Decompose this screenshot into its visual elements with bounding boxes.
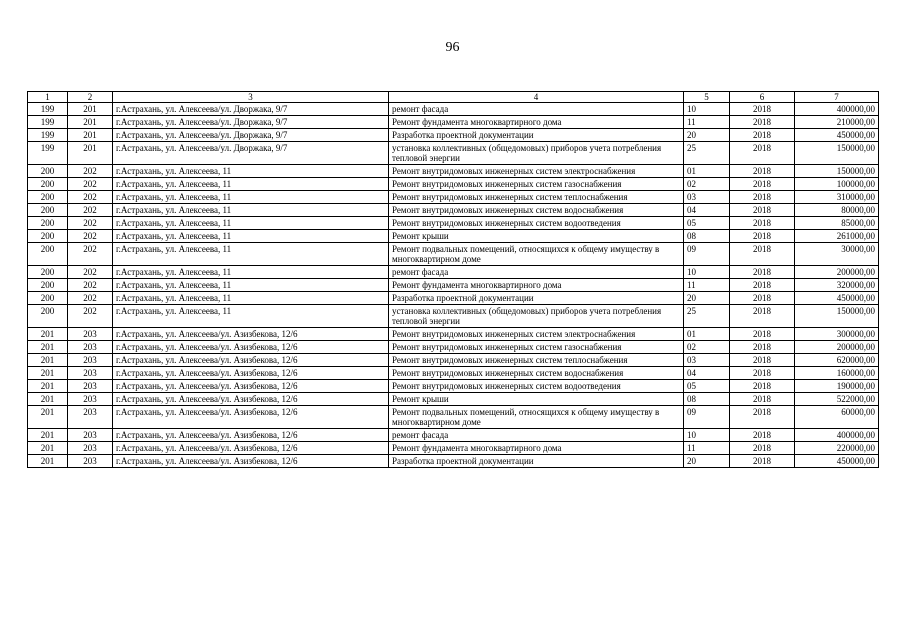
object-number-cell: 203: [68, 341, 113, 354]
work-type-cell: Ремонт подвальных помещений, относящихся к общему имуществу в многоквартирном доме: [389, 243, 684, 266]
work-code-cell: 10: [684, 103, 730, 116]
object-number-cell: 202: [68, 243, 113, 266]
address-cell: г.Астрахань, ул. Алексеева/ул. Азизбекова, 12/6: [113, 429, 389, 442]
year-cell: 2018: [730, 341, 795, 354]
work-type-cell: Ремонт фундамента многоквартирного дома: [389, 279, 684, 292]
work-type-cell: Ремонт внутридомовых инженерных систем теплоснабжения: [389, 191, 684, 204]
year-cell: 2018: [730, 279, 795, 292]
year-cell: 2018: [730, 266, 795, 279]
work-code-cell: 01: [684, 328, 730, 341]
table-row: [28, 243, 879, 266]
address-cell: г.Астрахань, ул. Алексеева/ул. Азизбекова, 12/6: [113, 367, 389, 380]
column-header: 7: [795, 92, 879, 103]
cost-cell: 400000,00: [795, 429, 879, 442]
object-number-cell: 202: [68, 191, 113, 204]
column-header: 3: [113, 92, 389, 103]
year-cell: 2018: [730, 455, 795, 468]
work-type-cell: Ремонт крыши: [389, 393, 684, 406]
row-number-cell: 201: [28, 393, 68, 406]
address-cell: г.Астрахань, ул. Алексеева, 11: [113, 266, 389, 279]
row-number-cell: 200: [28, 191, 68, 204]
object-number-cell: 203: [68, 442, 113, 455]
cost-cell: 320000,00: [795, 279, 879, 292]
address-cell: г.Астрахань, ул. Алексеева/ул. Азизбекова, 12/6: [113, 380, 389, 393]
work-type-cell: Ремонт внутридомовых инженерных систем электроснабжения: [389, 328, 684, 341]
address-cell: г.Астрахань, ул. Алексеева, 11: [113, 178, 389, 191]
cost-cell: 210000,00: [795, 116, 879, 129]
work-type-cell: Ремонт подвальных помещений, относящихся к общему имуществу в многоквартирном доме: [389, 406, 684, 429]
year-cell: 2018: [730, 328, 795, 341]
cost-cell: 30000,00: [795, 243, 879, 266]
cost-cell: 261000,00: [795, 230, 879, 243]
table-row: [28, 429, 879, 442]
cost-cell: 150000,00: [795, 165, 879, 178]
work-type-cell: Ремонт фундамента многоквартирного дома: [389, 442, 684, 455]
work-code-cell: 09: [684, 243, 730, 266]
work-type-cell: Ремонт внутридомовых инженерных систем газоснабжения: [389, 341, 684, 354]
object-number-cell: 202: [68, 305, 113, 328]
work-code-cell: 11: [684, 279, 730, 292]
cost-cell: 522000,00: [795, 393, 879, 406]
column-header: 2: [68, 92, 113, 103]
table-row: [28, 178, 879, 191]
work-type-cell: Разработка проектной документации: [389, 129, 684, 142]
year-cell: 2018: [730, 380, 795, 393]
row-number-cell: 200: [28, 292, 68, 305]
cost-cell: 160000,00: [795, 367, 879, 380]
year-cell: 2018: [730, 442, 795, 455]
cost-cell: 300000,00: [795, 328, 879, 341]
object-number-cell: 201: [68, 116, 113, 129]
table-row: [28, 455, 879, 468]
work-code-cell: 11: [684, 116, 730, 129]
row-number-cell: 200: [28, 305, 68, 328]
year-cell: 2018: [730, 129, 795, 142]
row-number-cell: 199: [28, 116, 68, 129]
cost-cell: 400000,00: [795, 103, 879, 116]
year-cell: 2018: [730, 243, 795, 266]
work-type-cell: Ремонт внутридомовых инженерных систем водоотведения: [389, 380, 684, 393]
year-cell: 2018: [730, 191, 795, 204]
work-code-cell: 10: [684, 266, 730, 279]
table-row: [28, 116, 879, 129]
table-row: [28, 103, 879, 116]
row-number-cell: 199: [28, 129, 68, 142]
object-number-cell: 203: [68, 354, 113, 367]
year-cell: 2018: [730, 165, 795, 178]
row-number-cell: 200: [28, 243, 68, 266]
table-row: [28, 393, 879, 406]
cost-cell: 450000,00: [795, 455, 879, 468]
column-header: 4: [389, 92, 684, 103]
table-row: [28, 129, 879, 142]
table-row: [28, 217, 879, 230]
object-number-cell: 202: [68, 217, 113, 230]
row-number-cell: 200: [28, 165, 68, 178]
row-number-cell: 200: [28, 230, 68, 243]
year-cell: 2018: [730, 406, 795, 429]
year-cell: 2018: [730, 116, 795, 129]
year-cell: 2018: [730, 367, 795, 380]
cost-cell: 100000,00: [795, 178, 879, 191]
row-number-cell: 201: [28, 328, 68, 341]
object-number-cell: 202: [68, 266, 113, 279]
object-number-cell: 202: [68, 178, 113, 191]
table-row: [28, 442, 879, 455]
cost-cell: 220000,00: [795, 442, 879, 455]
work-code-cell: 04: [684, 367, 730, 380]
work-type-cell: Разработка проектной документации: [389, 455, 684, 468]
column-header: 1: [28, 92, 68, 103]
work-type-cell: Ремонт внутридомовых инженерных систем газоснабжения: [389, 178, 684, 191]
year-cell: 2018: [730, 393, 795, 406]
table-row: [28, 279, 879, 292]
work-type-cell: ремонт фасада: [389, 103, 684, 116]
address-cell: г.Астрахань, ул. Алексеева, 11: [113, 191, 389, 204]
row-number-cell: 200: [28, 266, 68, 279]
work-type-cell: Разработка проектной документации: [389, 292, 684, 305]
address-cell: г.Астрахань, ул. Алексеева/ул. Дворжака, 9/7: [113, 103, 389, 116]
row-number-cell: 199: [28, 103, 68, 116]
address-cell: г.Астрахань, ул. Алексеева/ул. Азизбекова, 12/6: [113, 354, 389, 367]
object-number-cell: 203: [68, 367, 113, 380]
work-code-cell: 04: [684, 204, 730, 217]
address-cell: г.Астрахань, ул. Алексеева/ул. Азизбекова, 12/6: [113, 393, 389, 406]
cost-cell: 200000,00: [795, 266, 879, 279]
work-code-cell: 05: [684, 380, 730, 393]
table-row: [28, 305, 879, 328]
work-code-cell: 03: [684, 354, 730, 367]
work-code-cell: 10: [684, 429, 730, 442]
work-type-cell: Ремонт внутридомовых инженерных систем водоснабжения: [389, 367, 684, 380]
row-number-cell: 201: [28, 354, 68, 367]
table-row: [28, 266, 879, 279]
address-cell: г.Астрахань, ул. Алексеева, 11: [113, 305, 389, 328]
works-table: [27, 91, 879, 468]
year-cell: 2018: [730, 217, 795, 230]
object-number-cell: 203: [68, 406, 113, 429]
cost-cell: 450000,00: [795, 292, 879, 305]
table-row: [28, 406, 879, 429]
work-type-cell: Ремонт внутридомовых инженерных систем электроснабжения: [389, 165, 684, 178]
column-header: 6: [730, 92, 795, 103]
object-number-cell: 203: [68, 393, 113, 406]
work-type-cell: Ремонт фундамента многоквартирного дома: [389, 116, 684, 129]
table-row: [28, 230, 879, 243]
table-row: [28, 204, 879, 217]
year-cell: 2018: [730, 429, 795, 442]
address-cell: г.Астрахань, ул. Алексеева/ул. Азизбекова, 12/6: [113, 328, 389, 341]
object-number-cell: 202: [68, 204, 113, 217]
table-row: [28, 380, 879, 393]
object-number-cell: 201: [68, 142, 113, 165]
object-number-cell: 203: [68, 328, 113, 341]
table-row: [28, 292, 879, 305]
address-cell: г.Астрахань, ул. Алексеева, 11: [113, 204, 389, 217]
address-cell: г.Астрахань, ул. Алексеева/ул. Азизбекова, 12/6: [113, 442, 389, 455]
address-cell: г.Астрахань, ул. Алексеева/ул. Дворжака, 9/7: [113, 129, 389, 142]
row-number-cell: 199: [28, 142, 68, 165]
work-code-cell: 25: [684, 142, 730, 165]
year-cell: 2018: [730, 103, 795, 116]
address-cell: г.Астрахань, ул. Алексеева, 11: [113, 230, 389, 243]
column-header: 5: [684, 92, 730, 103]
work-code-cell: 08: [684, 393, 730, 406]
address-cell: г.Астрахань, ул. Алексеева, 11: [113, 292, 389, 305]
work-type-cell: Ремонт внутридомовых инженерных систем водоотведения: [389, 217, 684, 230]
work-type-cell: установка коллективных (общедомовых) приборов учета потребления тепловой энергии: [389, 305, 684, 328]
work-code-cell: 09: [684, 406, 730, 429]
work-type-cell: Ремонт крыши: [389, 230, 684, 243]
page-number: 96: [445, 40, 460, 55]
row-number-cell: 201: [28, 367, 68, 380]
object-number-cell: 203: [68, 429, 113, 442]
table-row: [28, 165, 879, 178]
table-row: [28, 367, 879, 380]
object-number-cell: 202: [68, 292, 113, 305]
address-cell: г.Астрахань, ул. Алексеева, 11: [113, 279, 389, 292]
work-code-cell: 25: [684, 305, 730, 328]
work-type-cell: ремонт фасада: [389, 429, 684, 442]
work-code-cell: 01: [684, 165, 730, 178]
year-cell: 2018: [730, 354, 795, 367]
year-cell: 2018: [730, 230, 795, 243]
year-cell: 2018: [730, 204, 795, 217]
work-type-cell: ремонт фасада: [389, 266, 684, 279]
object-number-cell: 202: [68, 279, 113, 292]
address-cell: г.Астрахань, ул. Алексеева, 11: [113, 243, 389, 266]
cost-cell: 150000,00: [795, 142, 879, 165]
cost-cell: 150000,00: [795, 305, 879, 328]
address-cell: г.Астрахань, ул. Алексеева/ул. Азизбекова, 12/6: [113, 406, 389, 429]
row-number-cell: 201: [28, 455, 68, 468]
address-cell: г.Астрахань, ул. Алексеева, 11: [113, 165, 389, 178]
row-number-cell: 201: [28, 380, 68, 393]
address-cell: г.Астрахань, ул. Алексеева, 11: [113, 217, 389, 230]
work-type-cell: Ремонт внутридомовых инженерных систем теплоснабжения: [389, 354, 684, 367]
row-number-cell: 200: [28, 204, 68, 217]
table-row: [28, 142, 879, 165]
object-number-cell: 201: [68, 129, 113, 142]
row-number-cell: 201: [28, 442, 68, 455]
year-cell: 2018: [730, 305, 795, 328]
work-code-cell: 03: [684, 191, 730, 204]
table-row: [28, 191, 879, 204]
address-cell: г.Астрахань, ул. Алексеева/ул. Дворжака, 9/7: [113, 116, 389, 129]
object-number-cell: 202: [68, 230, 113, 243]
work-code-cell: 02: [684, 341, 730, 354]
cost-cell: 85000,00: [795, 217, 879, 230]
year-cell: 2018: [730, 178, 795, 191]
cost-cell: 60000,00: [795, 406, 879, 429]
work-code-cell: 20: [684, 292, 730, 305]
address-cell: г.Астрахань, ул. Алексеева/ул. Азизбекова, 12/6: [113, 455, 389, 468]
row-number-cell: 200: [28, 178, 68, 191]
cost-cell: 200000,00: [795, 341, 879, 354]
work-code-cell: 20: [684, 129, 730, 142]
cost-cell: 190000,00: [795, 380, 879, 393]
cost-cell: 450000,00: [795, 129, 879, 142]
work-code-cell: 08: [684, 230, 730, 243]
object-number-cell: 203: [68, 380, 113, 393]
row-number-cell: 200: [28, 217, 68, 230]
table-row: [28, 328, 879, 341]
work-type-cell: Ремонт внутридомовых инженерных систем водоснабжения: [389, 204, 684, 217]
table-row: [28, 354, 879, 367]
work-code-cell: 20: [684, 455, 730, 468]
work-code-cell: 11: [684, 442, 730, 455]
address-cell: г.Астрахань, ул. Алексеева/ул. Азизбекова, 12/6: [113, 341, 389, 354]
object-number-cell: 201: [68, 103, 113, 116]
object-number-cell: 202: [68, 165, 113, 178]
work-code-cell: 05: [684, 217, 730, 230]
row-number-cell: 201: [28, 406, 68, 429]
year-cell: 2018: [730, 292, 795, 305]
table-row: [28, 341, 879, 354]
address-cell: г.Астрахань, ул. Алексеева/ул. Дворжака, 9/7: [113, 142, 389, 165]
row-number-cell: 201: [28, 429, 68, 442]
row-number-cell: 200: [28, 279, 68, 292]
work-type-cell: установка коллективных (общедомовых) приборов учета потребления тепловой энергии: [389, 142, 684, 165]
header-row: [28, 92, 879, 103]
cost-cell: 310000,00: [795, 191, 879, 204]
cost-cell: 620000,00: [795, 354, 879, 367]
year-cell: 2018: [730, 142, 795, 165]
work-code-cell: 02: [684, 178, 730, 191]
row-number-cell: 201: [28, 341, 68, 354]
cost-cell: 80000,00: [795, 204, 879, 217]
object-number-cell: 203: [68, 455, 113, 468]
